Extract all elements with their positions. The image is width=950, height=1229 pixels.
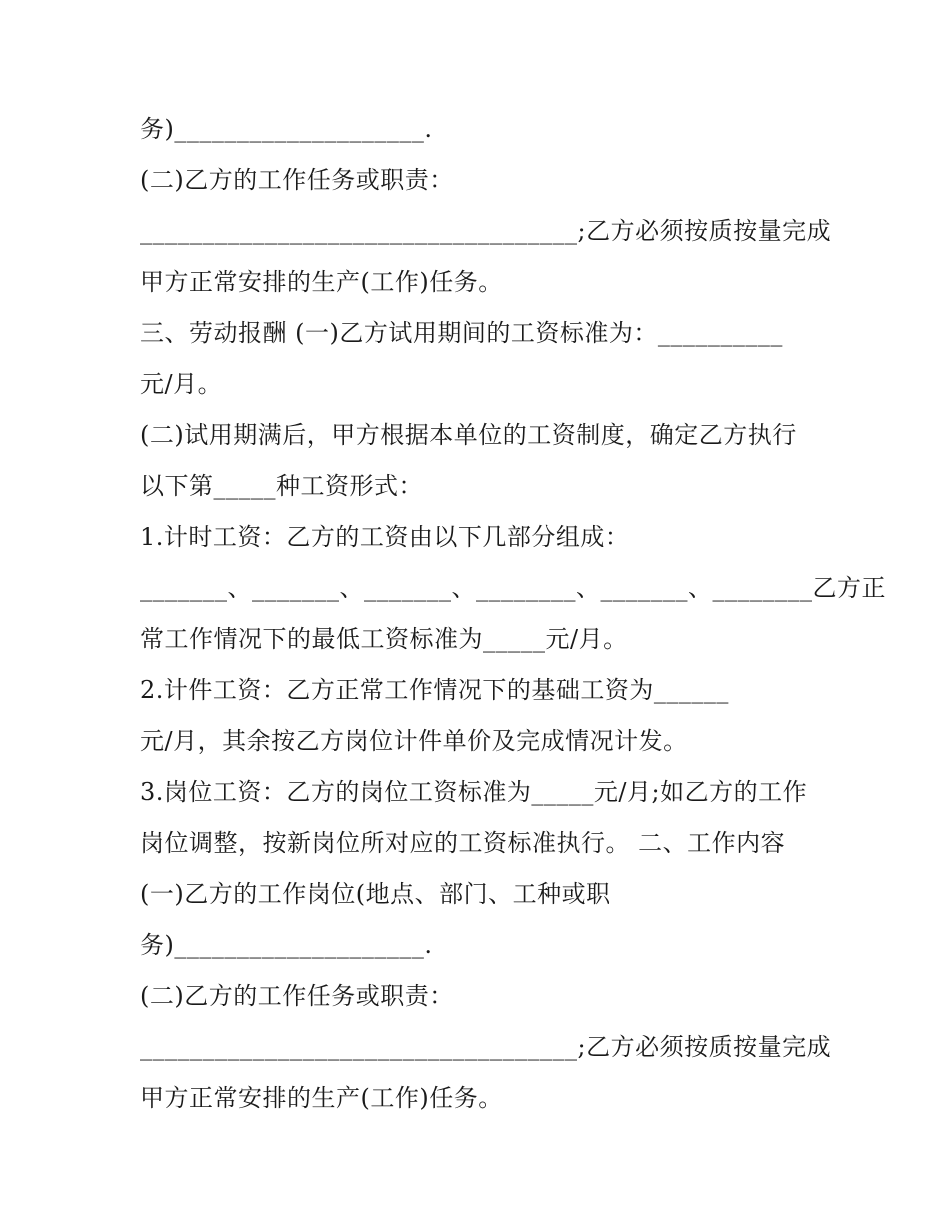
text-line: ___________________________________;乙方必须按质按量完成 — [140, 217, 832, 245]
text-line: 1.计时工资：乙方的工资由以下几部分组成： — [140, 523, 630, 551]
text-line: 甲方正常安排的生产(工作)任务。 — [140, 1084, 503, 1112]
text-line: (二)乙方的工作任务或职责： — [140, 982, 454, 1010]
text-line: (一)乙方的工作岗位(地点、部门、工种或职 — [140, 880, 611, 908]
document-body — [140, 104, 886, 1124]
text-line: 三、劳动报酬 (一)乙方试用期间的工资标准为：__________ — [140, 319, 783, 347]
text-line: 务)____________________. — [140, 931, 433, 959]
text-line: _______、_______、_______、________、_______、________乙方正 — [140, 574, 886, 602]
text-line: 元/月，其余按乙方岗位计件单价及完成情况计发。 — [140, 727, 688, 755]
text-line: 岗位调整，按新岗位所对应的工资标准执行。 二、工作内容 — [140, 829, 786, 857]
text-line: 甲方正常安排的生产(工作)任务。 — [140, 268, 503, 296]
text-line: (二)乙方的工作任务或职责： — [140, 166, 454, 194]
text-line: (二)试用期满后，甲方根据本单位的工资制度，确定乙方执行 — [140, 421, 797, 449]
text-line: 务)____________________. — [140, 115, 433, 143]
text-line: ___________________________________;乙方必须按质按量完成 — [140, 1033, 832, 1061]
text-line: 3.岗位工资：乙方的岗位工资标准为_____元/月;如乙方的工作 — [140, 778, 808, 806]
text-line: 元/月。 — [140, 370, 223, 398]
text-line: 2.计件工资：乙方正常工作情况下的基础工资为______ — [140, 676, 729, 704]
text-line: 常工作情况下的最低工资标准为_____元/月。 — [140, 625, 628, 653]
text-line: 以下第_____种工资形式： — [140, 472, 423, 500]
